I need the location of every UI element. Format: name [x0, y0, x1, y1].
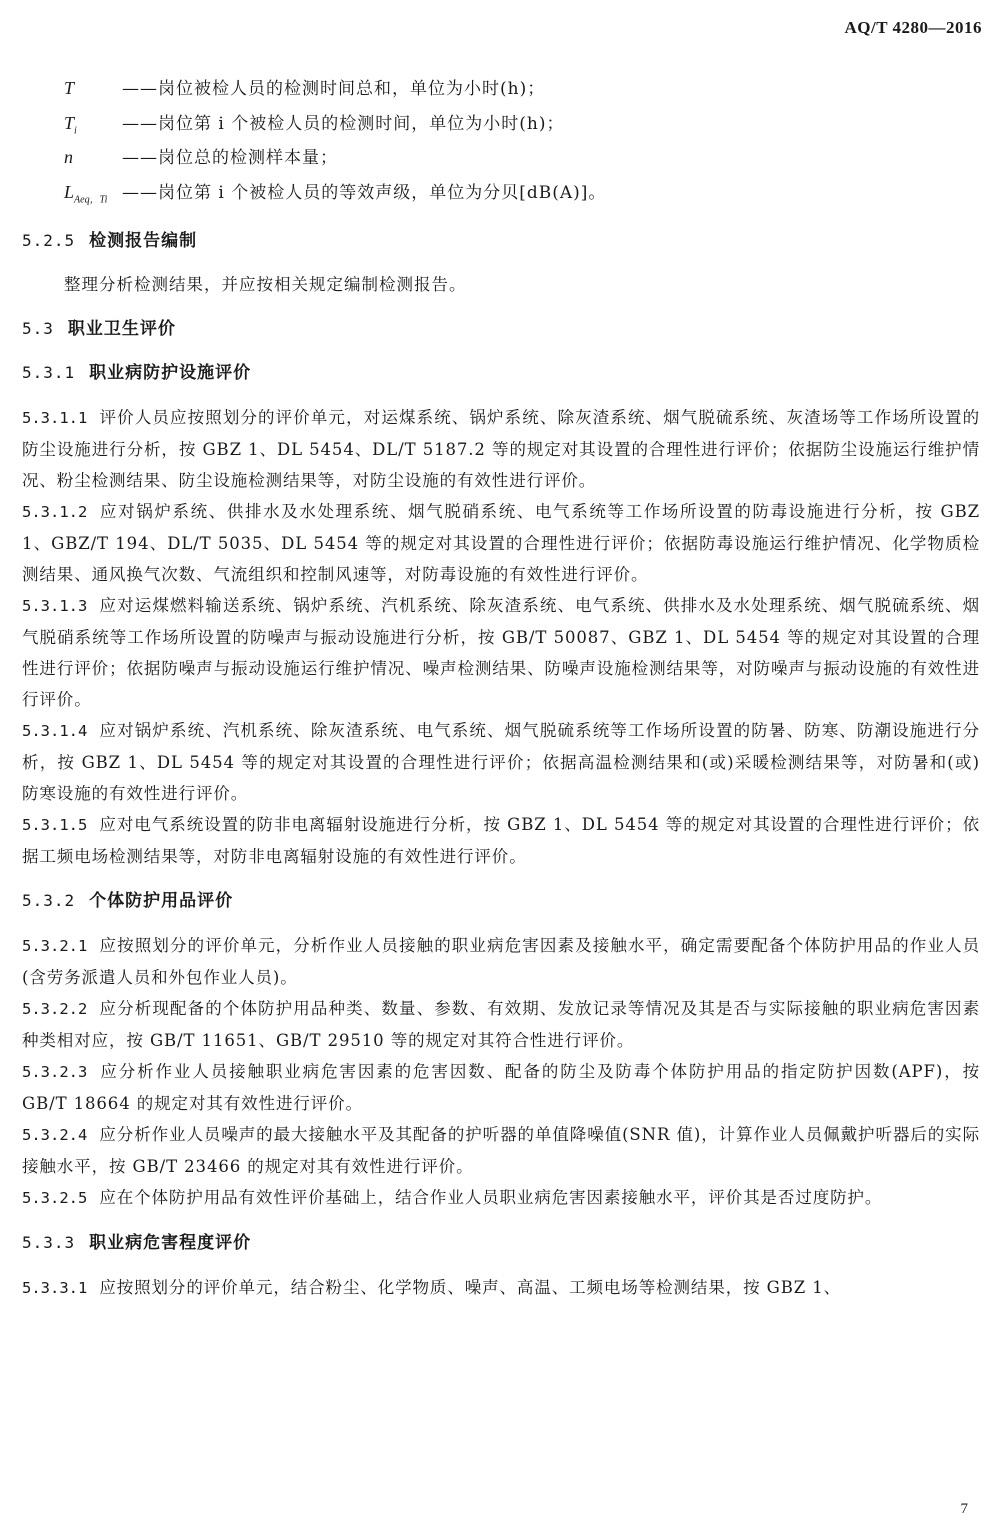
section-heading-5-3-2: 5.3.2 个体防护用品评价: [22, 891, 234, 911]
section-heading-5-2-5: 5.2.5 检测报告编制: [22, 231, 198, 251]
page-number: 7: [960, 1501, 968, 1517]
definition-symbol: n: [64, 147, 73, 167]
definition-symbol: $L_{Aeq,Ti}$: [64, 181, 108, 206]
clause-5-3-1-2: 5.3.1.2 应对锅炉系统、供排水及水处理系统、烟气脱硝系统、电气系统等工作场所设置的防毒设施进行分析，按 GBZ 1、GBZ/T 194、DL/T 5035、DL 5454 等的规定对其设置的合理性进行评价；依据防毒设施运行维护情况、化学物质检测结果、通风换气次数、气流组织和控制风速等，对防毒设施的有效性进行评价。: [22, 502, 980, 584]
document-body: [22, 224, 980, 1304]
section-heading-5-3-3: 5.3.3 职业病危害程度评价: [22, 1233, 252, 1253]
section-heading-5-3-1: 5.3.1 职业病防护设施评价: [22, 363, 252, 383]
clause-5-3-1-1: 5.3.1.1 评价人员应按照划分的评价单元，对运煤系统、锅炉系统、除灰渣系统、烟气脱硫系统、灰渣场等工作场所设置的防尘设施进行分析，按 GBZ 1、DL 5454、DL/T 5187.2 等的规定对其设置的合理性进行评价；依据防尘设施运行维护情况、粉尘检测结果、防尘设施检测结果等，对防尘设施的有效性进行评价。: [22, 408, 980, 490]
symbol-definitions: [64, 74, 984, 212]
definition-row: [64, 74, 984, 109]
clause-5-3-1-4: 5.3.1.4 应对锅炉系统、汽机系统、除灰渣系统、电气系统、烟气脱硫系统等工作场所设置的防暑、防寒、防潮设施进行分析，按 GBZ 1、DL 5454 等的规定对其设置的合理性进行评价；依据高温检测结果和(或)采暖检测结果等，对防暑和(或)防寒设施的有效性进行评价。: [22, 721, 980, 803]
definition-text: ——岗位第 i 个被检人员的检测时间，单位为小时(h)；: [122, 113, 565, 134]
definition-symbol: $T_i$: [64, 112, 77, 137]
clause-5-3-2-1: 5.3.2.1 应按照划分的评价单元，分析作业人员接触的职业病危害因素及接触水平，确定需要配备个体防护用品的作业人员(含劳务派遣人员和外包作业人员)。: [22, 936, 980, 987]
standard-code: AQ/T 4280—2016: [844, 18, 982, 37]
clause-5-3-2-2: 5.3.2.2 应分析现配备的个体防护用品种类、数量、参数、有效期、发放记录等情况及其是否与实际接触的职业病危害因素种类相对应，按 GB/T 11651、GB/T 29510 等的规定对其符合性进行评价。: [22, 999, 980, 1050]
clause-5-3-2-4: 5.3.2.4 应分析作业人员噪声的最大接触水平及其配备的护听器的单值降噪值(SNR 值)，计算作业人员佩戴护听器后的实际接触水平，按 GB/T 23466 的规定对其有效性进行评价。: [22, 1125, 980, 1176]
clause-5-3-3-1: 5.3.3.1 应按照划分的评价单元，结合粉尘、化学物质、噪声、高温、工频电场等检测结果，按 GBZ 1、: [22, 1278, 842, 1297]
definition-text: ——岗位第 i 个被检人员的等效声级，单位为分贝[dB(A)]。: [122, 182, 607, 203]
definition-row: [64, 109, 984, 144]
clause-5-3-2-3: 5.3.2.3 应分析作业人员接触职业病危害因素的危害因数、配备的防尘及防毒个体防护用品的指定防护因数(APF)，按 GB/T 18664 的规定对其有效性进行评价。: [22, 1062, 980, 1113]
definition-row: [64, 178, 984, 213]
definition-row: [64, 143, 984, 178]
clause-5-3-1-5: 5.3.1.5 应对电气系统设置的防非电离辐射设施进行分析，按 GBZ 1、DL 5454 等的规定对其设置的合理性进行评价；依据工频电场检测结果等，对防非电离辐射设施的有效性进行评价。: [22, 815, 980, 866]
definition-text: ——岗位被检人员的检测时间总和，单位为小时(h)；: [122, 79, 546, 99]
clause-5-3-2-5: 5.3.2.5 应在个体防护用品有效性评价基础上，结合作业人员职业病危害因素接触水平，评价其是否过度防护。: [22, 1188, 883, 1207]
definition-text: ——岗位总的检测样本量；: [122, 148, 338, 168]
definition-symbol: T: [64, 78, 75, 98]
paragraph: 整理分析检测结果，并应按相关规定编制检测报告。: [64, 275, 467, 294]
section-heading-5-3: 5.3 职业卫生评价: [22, 319, 176, 339]
clause-5-3-1-3: 5.3.1.3 应对运煤燃料输送系统、锅炉系统、汽机系统、除灰渣系统、电气系统、供排水及水处理系统、烟气脱硫系统、烟气脱硝系统等工作场所设置的防噪声与振动设施进行分析，按 GB/T 50087、GBZ 1、DL 5454 等的规定对其设置的合理性进行评价；依据防噪声与振动设施运行维护情况、噪声检测结果、防噪声设施检测结果等，对防噪声与振动设施的有效性进行评价。: [22, 596, 980, 709]
